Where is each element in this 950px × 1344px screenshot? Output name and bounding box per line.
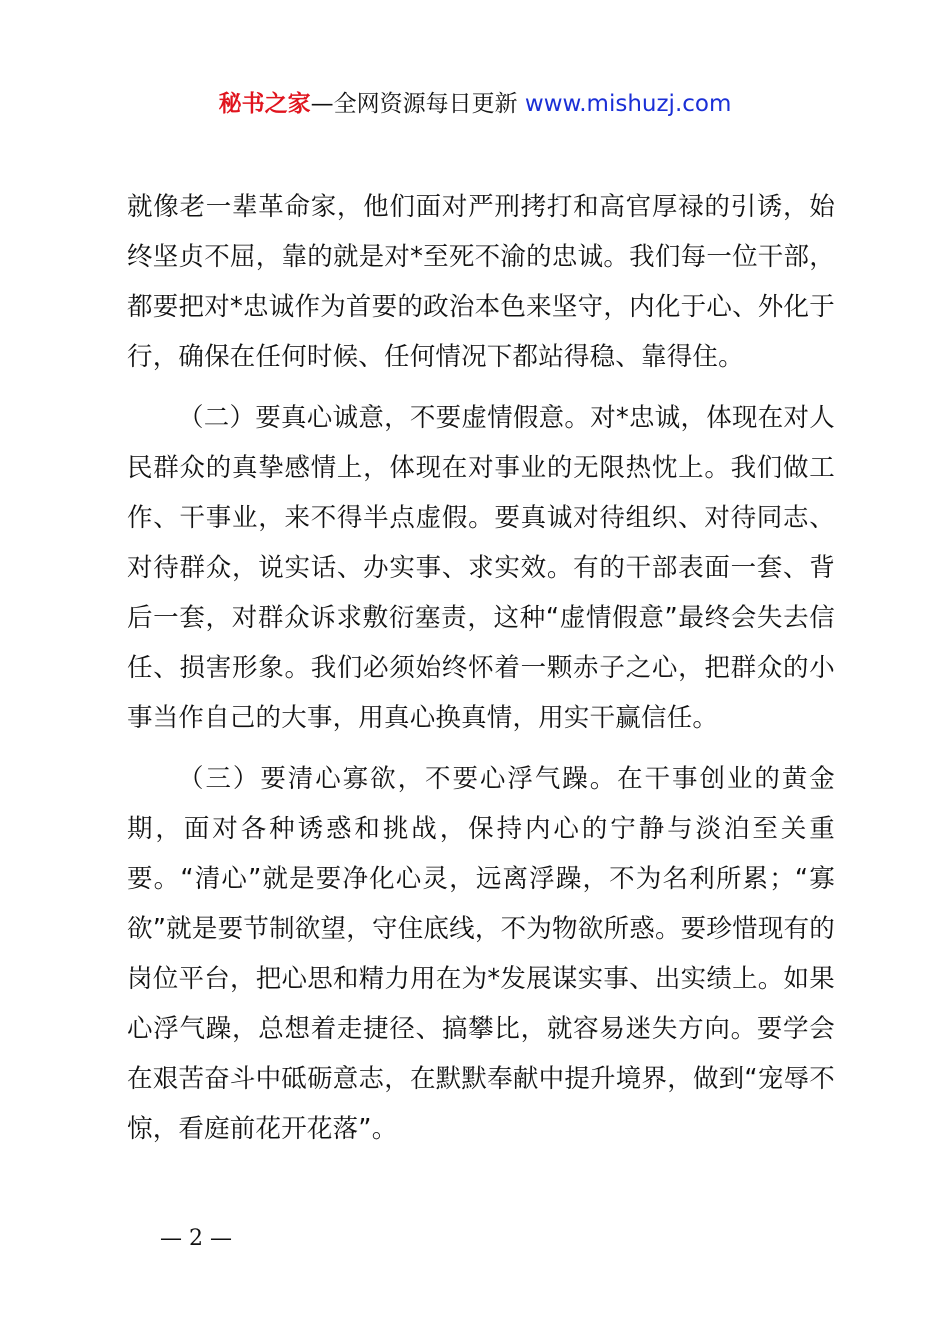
site-url-link[interactable]: www.mishuzj.com	[524, 91, 732, 117]
paragraph-continuation: 就像老一辈革命家，他们面对严刑拷打和高官厚禄的引诱，始终坚贞不屈，靠的就是对*至死不渝的忠诚。我们每一位干部，都要把对*忠诚作为首要的政治本色来坚守，内化于心、外化于行，确保在任何时候、任何情况下都站得稳、靠得住。	[127, 192, 835, 372]
brand-name: 秘书之家	[218, 91, 311, 117]
page-number: — 2 —	[160, 1226, 232, 1251]
paragraph-section-two: （二）要真心诚意，不要虚情假意。对*忠诚，体现在对人民群众的真挚感情上，体现在对事业的无限热忱上。我们做工作、干事业，来不得半点虚假。要真诚对待组织、对待同志、对待群众，说实话、办实事、求实效。有的干部表面一套、背后一套，对群众诉求敷衍塞责，这种“虚情假意”最终会失去信任、损害形象。我们必须始终怀着一颗赤子之心，把群众的小事当作自己的大事，用真心换真情，用实干赢信任。	[127, 403, 835, 733]
site-header	[0, 86, 950, 122]
header-tagline: —全网资源每日更新	[310, 91, 525, 117]
paragraph-section-three: （三）要清心寡欲，不要心浮气躁。在干事创业的黄金期，面对各种诱惑和挑战，保持内心的宁静与淡泊至关重要。“清心”就是要净化心灵，远离浮躁，不为名利所累；“寡欲”就是要节制欲望，守住底线，不为物欲所惑。要珍惜现有的岗位平台，把心思和精力用在为*发展谋实事、出实绩上。如果心浮气躁，总想着走捷径、搞攀比，就容易迷失方向。要学会在艰苦奋斗中砥砺意志，在默默奉献中提升境界，做到“宠辱不惊，看庭前花开花落”。	[127, 764, 835, 1144]
document-body	[127, 182, 835, 1165]
